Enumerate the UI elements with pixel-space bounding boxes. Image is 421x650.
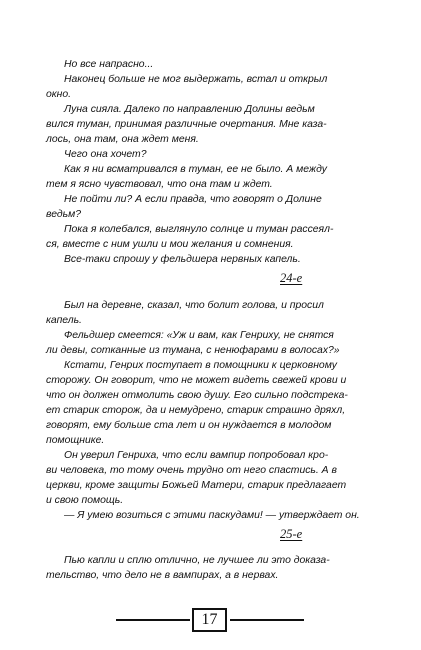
text-block-23 <box>46 57 366 267</box>
text-line: Пью капли и сплю отлично, не лучшее ли это доказа- <box>64 555 330 566</box>
footer-rule-right <box>230 619 304 621</box>
text-line: Фельдшер смеется: «Уж и вам, как Генриху, не снятся <box>64 330 334 341</box>
text-line: и свою помощь. <box>46 495 124 506</box>
text-line: Был на деревне, сказал, что болит голова, и просил <box>64 300 324 311</box>
text-line: Он уверил Генриха, что если вампир попробовал кро- <box>64 450 329 461</box>
text-line: ви человека, то тому очень трудно от него спастись. А в <box>46 465 337 476</box>
text-line: тельство, что дело не в вампирах, а в нервах. <box>46 570 279 581</box>
text-block-25 <box>46 553 366 583</box>
text-block-24 <box>46 298 366 523</box>
text-line: вился туман, принимая различные очертания. Мне каза- <box>46 119 327 130</box>
text-line: — Я умею возиться с этими паскудами! — утверждает он. <box>64 510 360 521</box>
text-line: Но все напрасно... <box>64 59 154 70</box>
text-line: ли девы, сотканные из тумана, с ненюфарами в волосах?» <box>46 345 340 356</box>
text-line: Не пойти ли? А если правда, что говорят о Долине <box>64 194 322 205</box>
text-line: ся, вместе с ним ушли и мои желания и сомнения. <box>46 239 294 250</box>
text-line: церкви, кроме защиты Божьей Матери, старик предлагает <box>46 480 347 491</box>
text-line: помощнике. <box>46 435 105 446</box>
text-line: тем я ясно чувствовал, что она там и ждет. <box>46 179 273 190</box>
text-line: Пока я колебался, выглянуло солнце и туман рассеял- <box>64 224 334 235</box>
text-line: окно. <box>46 89 72 100</box>
text-line: Кстати, Генрих поступает в помощники к церковному <box>64 360 337 371</box>
text-line: Луна сияла. Далеко по направлению Долины ведьм <box>64 104 315 115</box>
text-line: капель. <box>46 315 82 326</box>
text-line: что он должен отмолить свою душу. Его сильно подстрека- <box>46 390 348 401</box>
entry-heading-25: 25-е <box>280 527 303 541</box>
entry-heading-24: 24-е <box>280 271 303 285</box>
text-line: Все-таки спрошу у фельдшера нервных капель. <box>64 254 301 265</box>
text-line: сторожу. Он говорит, что не может видеть свежей крови и <box>46 375 347 386</box>
text-line: Как я ни всматривался в туман, ее не было. А между <box>64 164 327 175</box>
text-line: Наконец больше не мог выдержать, встал и открыл <box>64 74 328 85</box>
text-line: Чего она хочет? <box>64 149 147 160</box>
text-line: говорят, ему больше ста лет и он нуждается в молодом <box>46 420 332 431</box>
page-number: 17 <box>192 608 227 632</box>
text-line: ведьм? <box>46 209 81 220</box>
footer-rule-left <box>116 619 190 621</box>
page-footer <box>0 606 421 634</box>
text-line: лось, она там, она ждет меня. <box>46 134 199 145</box>
text-line: ет старик сторож, да и немудрено, старик страшно дряхл, <box>46 405 346 416</box>
